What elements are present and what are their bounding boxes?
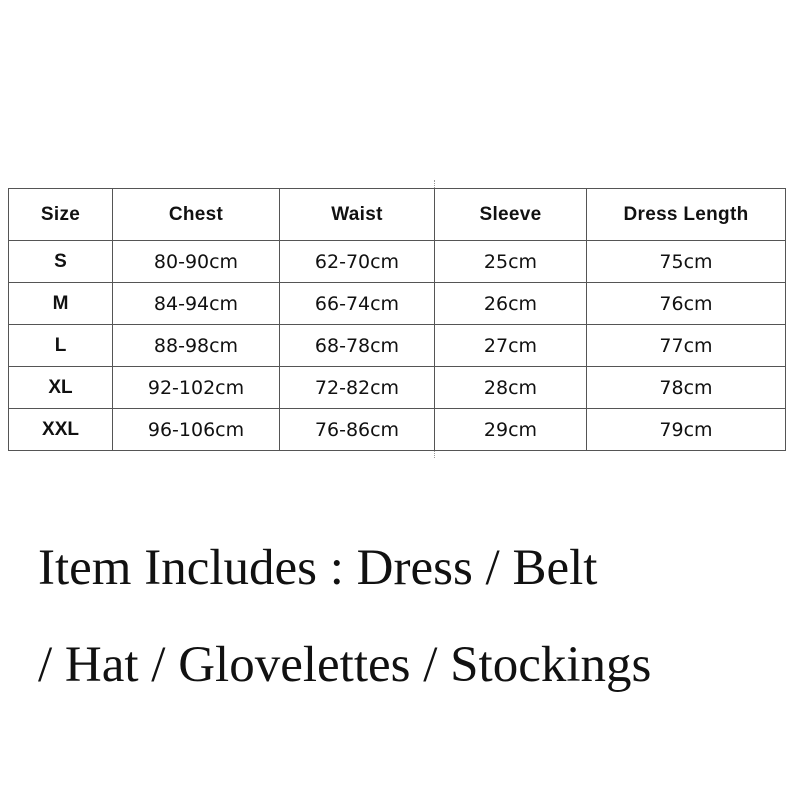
chest-cell: 96-106cm: [113, 409, 280, 451]
chest-cell: 80-90cm: [113, 241, 280, 283]
table-row: [9, 325, 786, 367]
sleeve-cell: 29cm: [435, 409, 587, 451]
header-size: Size: [9, 189, 113, 241]
size-chart-table: [8, 188, 786, 451]
size-cell: XXL: [9, 409, 113, 451]
sleeve-cell: 26cm: [435, 283, 587, 325]
size-cell: XL: [9, 367, 113, 409]
dress-length-cell: 79cm: [587, 409, 786, 451]
chest-cell: 92-102cm: [113, 367, 280, 409]
dress-length-cell: 78cm: [587, 367, 786, 409]
sleeve-cell: 27cm: [435, 325, 587, 367]
waist-cell: 62-70cm: [280, 241, 435, 283]
item-includes-line-2: / Hat / Glovelettes / Stockings: [38, 637, 652, 693]
size-cell: L: [9, 325, 113, 367]
waist-cell: 68-78cm: [280, 325, 435, 367]
header-chest: Chest: [113, 189, 280, 241]
dress-length-cell: 77cm: [587, 325, 786, 367]
table-header-row: [9, 189, 786, 241]
header-sleeve: Sleeve: [435, 189, 587, 241]
chest-cell: 84-94cm: [113, 283, 280, 325]
dress-length-cell: 75cm: [587, 241, 786, 283]
waist-cell: 76-86cm: [280, 409, 435, 451]
table-row: [9, 283, 786, 325]
table-row: [9, 367, 786, 409]
chest-cell: 88-98cm: [113, 325, 280, 367]
waist-cell: 72-82cm: [280, 367, 435, 409]
item-includes-line-1: Item Includes : Dress / Belt: [38, 540, 598, 596]
table-row: [9, 409, 786, 451]
dress-length-cell: 76cm: [587, 283, 786, 325]
sleeve-cell: 28cm: [435, 367, 587, 409]
size-cell: S: [9, 241, 113, 283]
item-includes-text: [38, 520, 788, 714]
sleeve-cell: 25cm: [435, 241, 587, 283]
header-waist: Waist: [280, 189, 435, 241]
header-dress-length: Dress Length: [587, 189, 786, 241]
waist-cell: 66-74cm: [280, 283, 435, 325]
size-cell: M: [9, 283, 113, 325]
table-row: [9, 241, 786, 283]
